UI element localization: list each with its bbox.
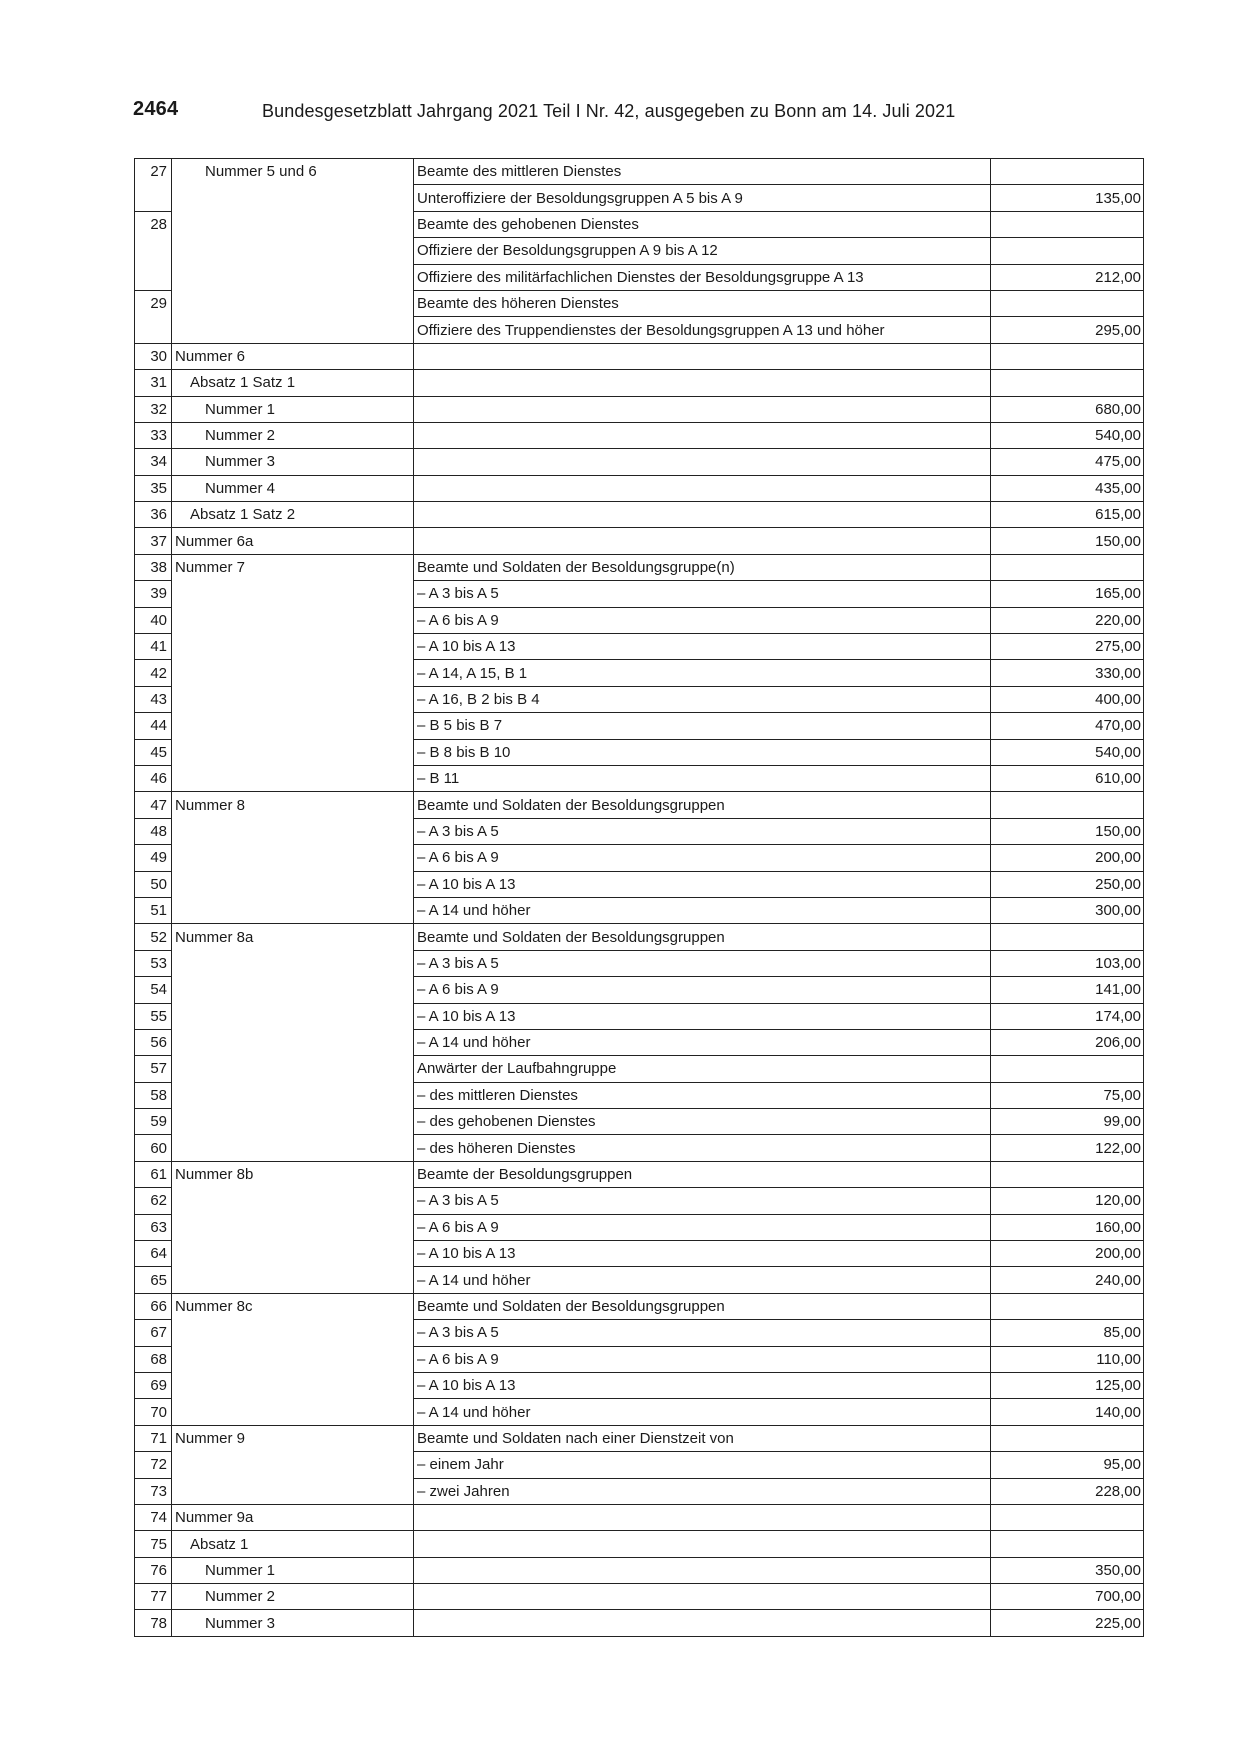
- table-row: [135, 290, 1144, 316]
- fee-amount-cell: 540,00: [991, 422, 1144, 448]
- section-reference-cell: [172, 739, 414, 765]
- row-number-cell: 66: [135, 1293, 172, 1319]
- section-reference-cell: [172, 1109, 414, 1135]
- table-row: [135, 343, 1144, 369]
- fee-amount-cell: 225,00: [991, 1610, 1144, 1636]
- fee-amount-cell: 240,00: [991, 1267, 1144, 1293]
- fee-amount-cell: [991, 924, 1144, 950]
- row-number-cell: 44: [135, 713, 172, 739]
- row-number-cell: 73: [135, 1478, 172, 1504]
- row-number-cell: 48: [135, 818, 172, 844]
- fee-amount-cell: [991, 290, 1144, 316]
- description-cell: – A 6 bis A 9: [414, 977, 991, 1003]
- description-cell: – A 16, B 2 bis B 4: [414, 686, 991, 712]
- fee-amount-cell: 200,00: [991, 1241, 1144, 1267]
- fee-amount-cell: 110,00: [991, 1346, 1144, 1372]
- fee-amount-cell: [991, 1161, 1144, 1187]
- description-cell: – A 6 bis A 9: [414, 845, 991, 871]
- row-number-cell: 50: [135, 871, 172, 897]
- description-cell: – zwei Jahren: [414, 1478, 991, 1504]
- description-cell: – des mittleren Dienstes: [414, 1082, 991, 1108]
- description-cell: Offiziere der Besoldungsgruppen A 9 bis A 12: [414, 238, 991, 264]
- description-cell: – A 6 bis A 9: [414, 1346, 991, 1372]
- table-row: [135, 1082, 1144, 1108]
- section-reference-cell: [172, 185, 414, 211]
- description-cell: [414, 1504, 991, 1530]
- description-cell: – A 3 bis A 5: [414, 581, 991, 607]
- description-cell: Beamte und Soldaten der Besoldungsgruppen: [414, 1293, 991, 1319]
- table-row: [135, 1161, 1144, 1187]
- fee-amount-cell: [991, 159, 1144, 185]
- fee-amount-cell: 300,00: [991, 897, 1144, 923]
- row-number-cell: [135, 238, 172, 264]
- section-reference-cell: Nummer 1: [172, 396, 414, 422]
- fee-amount-cell: 680,00: [991, 396, 1144, 422]
- description-cell: – B 5 bis B 7: [414, 713, 991, 739]
- description-cell: – des gehobenen Dienstes: [414, 1109, 991, 1135]
- description-cell: – A 10 bis A 13: [414, 871, 991, 897]
- table-row: [135, 871, 1144, 897]
- row-number-cell: 43: [135, 686, 172, 712]
- fee-amount-cell: 85,00: [991, 1320, 1144, 1346]
- table-row: [135, 581, 1144, 607]
- table-row: [135, 1293, 1144, 1319]
- table-row: [135, 1214, 1144, 1240]
- table-row: [135, 686, 1144, 712]
- table-row: [135, 792, 1144, 818]
- fee-amount-cell: [991, 554, 1144, 580]
- description-cell: Beamte des höheren Dienstes: [414, 290, 991, 316]
- fee-amount-cell: [991, 1531, 1144, 1557]
- section-reference-cell: [172, 264, 414, 290]
- row-number-cell: 77: [135, 1584, 172, 1610]
- row-number-cell: 49: [135, 845, 172, 871]
- section-reference-cell: [172, 317, 414, 343]
- row-number-cell: 61: [135, 1161, 172, 1187]
- description-cell: – A 14 und höher: [414, 1029, 991, 1055]
- description-cell: – A 14, A 15, B 1: [414, 660, 991, 686]
- row-number-cell: 68: [135, 1346, 172, 1372]
- section-reference-cell: [172, 1478, 414, 1504]
- description-cell: Beamte des mittleren Dienstes: [414, 159, 991, 185]
- fee-amount-cell: [991, 1293, 1144, 1319]
- table-row: [135, 1003, 1144, 1029]
- table-row: [135, 1188, 1144, 1214]
- table-row: [135, 159, 1144, 185]
- description-cell: – A 14 und höher: [414, 1399, 991, 1425]
- fee-amount-cell: 400,00: [991, 686, 1144, 712]
- section-reference-cell: [172, 634, 414, 660]
- row-number-cell: [135, 317, 172, 343]
- fee-amount-cell: [991, 1504, 1144, 1530]
- description-cell: [414, 1557, 991, 1583]
- fee-amount-cell: 135,00: [991, 185, 1144, 211]
- table-row: [135, 1241, 1144, 1267]
- fee-amount-cell: 200,00: [991, 845, 1144, 871]
- section-reference-cell: [172, 1214, 414, 1240]
- row-number-cell: 31: [135, 370, 172, 396]
- description-cell: [414, 528, 991, 554]
- fee-amount-cell: 435,00: [991, 475, 1144, 501]
- running-header: Bundesgesetzblatt Jahrgang 2021 Teil I Nr. 42, ausgegeben zu Bonn am 14. Juli 2021: [262, 101, 956, 121]
- row-number-cell: 32: [135, 396, 172, 422]
- description-cell: – A 6 bis A 9: [414, 607, 991, 633]
- row-number-cell: 59: [135, 1109, 172, 1135]
- section-reference-cell: [172, 1241, 414, 1267]
- table-row: [135, 1452, 1144, 1478]
- fee-amount-cell: 250,00: [991, 871, 1144, 897]
- fee-amount-cell: 160,00: [991, 1214, 1144, 1240]
- table-row: [135, 950, 1144, 976]
- table-row: [135, 475, 1144, 501]
- row-number-cell: 65: [135, 1267, 172, 1293]
- section-reference-cell: Nummer 3: [172, 1610, 414, 1636]
- fee-amount-cell: 475,00: [991, 449, 1144, 475]
- row-number-cell: 39: [135, 581, 172, 607]
- row-number-cell: 75: [135, 1531, 172, 1557]
- fee-table: [134, 158, 1144, 1637]
- table-row: [135, 422, 1144, 448]
- row-number-cell: 74: [135, 1504, 172, 1530]
- section-reference-cell: Nummer 5 und 6: [172, 159, 414, 185]
- section-reference-cell: Nummer 8b: [172, 1161, 414, 1187]
- section-reference-cell: [172, 871, 414, 897]
- row-number-cell: 52: [135, 924, 172, 950]
- row-number-cell: 38: [135, 554, 172, 580]
- section-reference-cell: [172, 1082, 414, 1108]
- description-cell: – A 14 und höher: [414, 1267, 991, 1293]
- section-reference-cell: [172, 686, 414, 712]
- description-cell: [414, 1584, 991, 1610]
- section-reference-cell: [172, 211, 414, 237]
- description-cell: – A 3 bis A 5: [414, 818, 991, 844]
- description-cell: – einem Jahr: [414, 1452, 991, 1478]
- fee-amount-cell: 165,00: [991, 581, 1144, 607]
- description-cell: [414, 1531, 991, 1557]
- description-cell: Offiziere des Truppendienstes der Besoldungsgruppen A 13 und höher: [414, 317, 991, 343]
- description-cell: Offiziere des militärfachlichen Dienstes der Besoldungsgruppe A 13: [414, 264, 991, 290]
- row-number-cell: 58: [135, 1082, 172, 1108]
- section-reference-cell: Nummer 8a: [172, 924, 414, 950]
- row-number-cell: 37: [135, 528, 172, 554]
- row-number-cell: 30: [135, 343, 172, 369]
- table-row: [135, 713, 1144, 739]
- row-number-cell: 33: [135, 422, 172, 448]
- table-row: [135, 264, 1144, 290]
- description-cell: – des höheren Dienstes: [414, 1135, 991, 1161]
- fee-amount-cell: 470,00: [991, 713, 1144, 739]
- description-cell: – A 10 bis A 13: [414, 634, 991, 660]
- section-reference-cell: Absatz 1 Satz 1: [172, 370, 414, 396]
- row-number-cell: 42: [135, 660, 172, 686]
- section-reference-cell: [172, 1399, 414, 1425]
- table-row: [135, 211, 1144, 237]
- table-row: [135, 528, 1144, 554]
- description-cell: Beamte des gehobenen Dienstes: [414, 211, 991, 237]
- description-cell: Beamte der Besoldungsgruppen: [414, 1161, 991, 1187]
- section-reference-cell: [172, 1003, 414, 1029]
- section-reference-cell: Nummer 9a: [172, 1504, 414, 1530]
- fee-amount-cell: 610,00: [991, 765, 1144, 791]
- table-row: [135, 634, 1144, 660]
- fee-amount-cell: 141,00: [991, 977, 1144, 1003]
- section-reference-cell: Absatz 1: [172, 1531, 414, 1557]
- fee-amount-cell: 75,00: [991, 1082, 1144, 1108]
- table-row: [135, 449, 1144, 475]
- table-row: [135, 1135, 1144, 1161]
- fee-amount-cell: [991, 1056, 1144, 1082]
- table-row: [135, 1056, 1144, 1082]
- row-number-cell: 60: [135, 1135, 172, 1161]
- section-reference-cell: [172, 290, 414, 316]
- table-row: [135, 1504, 1144, 1530]
- row-number-cell: 46: [135, 765, 172, 791]
- fee-amount-cell: [991, 211, 1144, 237]
- page-number: 2464: [133, 98, 179, 120]
- section-reference-cell: Absatz 1 Satz 2: [172, 502, 414, 528]
- table-row: [135, 1610, 1144, 1636]
- section-reference-cell: Nummer 8c: [172, 1293, 414, 1319]
- fee-amount-cell: 220,00: [991, 607, 1144, 633]
- section-reference-cell: [172, 660, 414, 686]
- table-row: [135, 317, 1144, 343]
- fee-amount-cell: 295,00: [991, 317, 1144, 343]
- description-cell: – B 11: [414, 765, 991, 791]
- row-number-cell: 56: [135, 1029, 172, 1055]
- section-reference-cell: [172, 1188, 414, 1214]
- section-reference-cell: [172, 1346, 414, 1372]
- description-cell: [414, 502, 991, 528]
- fee-amount-cell: [991, 343, 1144, 369]
- row-number-cell: 62: [135, 1188, 172, 1214]
- description-cell: Beamte und Soldaten nach einer Dienstzeit von: [414, 1425, 991, 1451]
- description-cell: [414, 422, 991, 448]
- fee-table-body: [135, 159, 1144, 1637]
- table-row: [135, 370, 1144, 396]
- description-cell: Beamte und Soldaten der Besoldungsgruppe(n): [414, 554, 991, 580]
- description-cell: – B 8 bis B 10: [414, 739, 991, 765]
- row-number-cell: 53: [135, 950, 172, 976]
- fee-amount-cell: 615,00: [991, 502, 1144, 528]
- description-cell: – A 10 bis A 13: [414, 1372, 991, 1398]
- description-cell: – A 3 bis A 5: [414, 1188, 991, 1214]
- table-row: [135, 924, 1144, 950]
- fee-amount-cell: 95,00: [991, 1452, 1144, 1478]
- fee-amount-cell: 212,00: [991, 264, 1144, 290]
- row-number-cell: 64: [135, 1241, 172, 1267]
- fee-amount-cell: 174,00: [991, 1003, 1144, 1029]
- fee-amount-cell: 700,00: [991, 1584, 1144, 1610]
- section-reference-cell: [172, 1029, 414, 1055]
- table-row: [135, 660, 1144, 686]
- description-cell: – A 3 bis A 5: [414, 1320, 991, 1346]
- section-reference-cell: [172, 845, 414, 871]
- description-cell: Beamte und Soldaten der Besoldungsgruppen: [414, 924, 991, 950]
- table-row: [135, 1346, 1144, 1372]
- table-row: [135, 1267, 1144, 1293]
- row-number-cell: 69: [135, 1372, 172, 1398]
- section-reference-cell: Nummer 2: [172, 422, 414, 448]
- section-reference-cell: Nummer 4: [172, 475, 414, 501]
- section-reference-cell: [172, 765, 414, 791]
- section-reference-cell: [172, 818, 414, 844]
- row-number-cell: 47: [135, 792, 172, 818]
- fee-amount-cell: 99,00: [991, 1109, 1144, 1135]
- fee-amount-cell: 150,00: [991, 528, 1144, 554]
- table-row: [135, 739, 1144, 765]
- table-row: [135, 1372, 1144, 1398]
- section-reference-cell: Nummer 9: [172, 1425, 414, 1451]
- row-number-cell: 41: [135, 634, 172, 660]
- table-row: [135, 238, 1144, 264]
- fee-amount-cell: [991, 792, 1144, 818]
- table-row: [135, 845, 1144, 871]
- table-row: [135, 396, 1144, 422]
- table-row: [135, 1399, 1144, 1425]
- row-number-cell: 27: [135, 159, 172, 185]
- description-cell: – A 10 bis A 13: [414, 1241, 991, 1267]
- row-number-cell: 78: [135, 1610, 172, 1636]
- table-row: [135, 897, 1144, 923]
- row-number-cell: 40: [135, 607, 172, 633]
- section-reference-cell: Nummer 6: [172, 343, 414, 369]
- row-number-cell: 67: [135, 1320, 172, 1346]
- section-reference-cell: [172, 581, 414, 607]
- description-cell: [414, 449, 991, 475]
- description-cell: – A 14 und höher: [414, 897, 991, 923]
- description-cell: [414, 1610, 991, 1636]
- row-number-cell: 71: [135, 1425, 172, 1451]
- description-cell: [414, 370, 991, 396]
- section-reference-cell: Nummer 8: [172, 792, 414, 818]
- fee-amount-cell: 122,00: [991, 1135, 1144, 1161]
- description-cell: Unteroffiziere der Besoldungsgruppen A 5 bis A 9: [414, 185, 991, 211]
- fee-amount-cell: 120,00: [991, 1188, 1144, 1214]
- section-reference-cell: [172, 1320, 414, 1346]
- table-row: [135, 1584, 1144, 1610]
- section-reference-cell: Nummer 2: [172, 1584, 414, 1610]
- fee-amount-cell: 275,00: [991, 634, 1144, 660]
- row-number-cell: 28: [135, 211, 172, 237]
- description-cell: – A 3 bis A 5: [414, 950, 991, 976]
- row-number-cell: 45: [135, 739, 172, 765]
- section-reference-cell: [172, 950, 414, 976]
- row-number-cell: 76: [135, 1557, 172, 1583]
- fee-amount-cell: [991, 370, 1144, 396]
- row-number-cell: 36: [135, 502, 172, 528]
- table-row: [135, 554, 1144, 580]
- section-reference-cell: [172, 1135, 414, 1161]
- table-row: [135, 977, 1144, 1003]
- description-cell: [414, 343, 991, 369]
- section-reference-cell: [172, 897, 414, 923]
- table-row: [135, 1109, 1144, 1135]
- row-number-cell: 54: [135, 977, 172, 1003]
- row-number-cell: 35: [135, 475, 172, 501]
- row-number-cell: 72: [135, 1452, 172, 1478]
- fee-amount-cell: [991, 1425, 1144, 1451]
- row-number-cell: 55: [135, 1003, 172, 1029]
- fee-amount-cell: 206,00: [991, 1029, 1144, 1055]
- section-reference-cell: [172, 1056, 414, 1082]
- section-reference-cell: [172, 977, 414, 1003]
- table-row: [135, 185, 1144, 211]
- table-row: [135, 607, 1144, 633]
- fee-amount-cell: 228,00: [991, 1478, 1144, 1504]
- section-reference-cell: [172, 713, 414, 739]
- fee-amount-cell: 540,00: [991, 739, 1144, 765]
- description-cell: Beamte und Soldaten der Besoldungsgruppen: [414, 792, 991, 818]
- row-number-cell: 29: [135, 290, 172, 316]
- row-number-cell: 57: [135, 1056, 172, 1082]
- fee-amount-cell: 140,00: [991, 1399, 1144, 1425]
- section-reference-cell: Nummer 1: [172, 1557, 414, 1583]
- row-number-cell: 34: [135, 449, 172, 475]
- description-cell: [414, 396, 991, 422]
- section-reference-cell: [172, 1267, 414, 1293]
- table-row: [135, 818, 1144, 844]
- table-row: [135, 1531, 1144, 1557]
- table-row: [135, 502, 1144, 528]
- fee-amount-cell: 150,00: [991, 818, 1144, 844]
- fee-amount-cell: 125,00: [991, 1372, 1144, 1398]
- description-cell: Anwärter der Laufbahngruppe: [414, 1056, 991, 1082]
- table-row: [135, 765, 1144, 791]
- row-number-cell: [135, 264, 172, 290]
- description-cell: – A 10 bis A 13: [414, 1003, 991, 1029]
- section-reference-cell: [172, 238, 414, 264]
- section-reference-cell: [172, 1452, 414, 1478]
- row-number-cell: [135, 185, 172, 211]
- fee-amount-cell: 350,00: [991, 1557, 1144, 1583]
- table-row: [135, 1425, 1144, 1451]
- row-number-cell: 51: [135, 897, 172, 923]
- fee-amount-cell: [991, 238, 1144, 264]
- table-row: [135, 1557, 1144, 1583]
- description-cell: [414, 475, 991, 501]
- description-cell: – A 6 bis A 9: [414, 1214, 991, 1240]
- table-row: [135, 1320, 1144, 1346]
- section-reference-cell: Nummer 3: [172, 449, 414, 475]
- section-reference-cell: Nummer 6a: [172, 528, 414, 554]
- fee-amount-cell: 103,00: [991, 950, 1144, 976]
- section-reference-cell: [172, 1372, 414, 1398]
- section-reference-cell: [172, 607, 414, 633]
- row-number-cell: 70: [135, 1399, 172, 1425]
- row-number-cell: 63: [135, 1214, 172, 1240]
- table-row: [135, 1478, 1144, 1504]
- section-reference-cell: Nummer 7: [172, 554, 414, 580]
- table-row: [135, 1029, 1144, 1055]
- fee-amount-cell: 330,00: [991, 660, 1144, 686]
